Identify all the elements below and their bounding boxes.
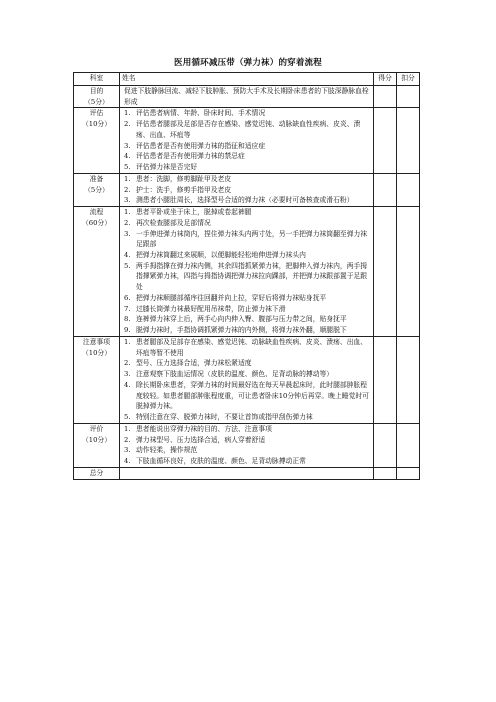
item-number: 2. [124,359,131,368]
section-label-cell [74,108,120,173]
item-number: 8. [124,315,131,324]
section-content-cell [120,336,374,423]
item-number: 3. [124,370,131,379]
section-item-list [122,207,371,336]
deduct-cell [397,173,420,206]
item-text: 测患者小腿肚周长，选择型号合适的弹力袜（必要时可备核查或滑石粉） [136,196,354,205]
list-item [122,229,371,250]
item-number: 5. [124,163,131,172]
item-text: 型号、压力选择合适，弹力袜松紧适度 [136,359,252,368]
section-content-cell [120,173,374,206]
item-number: 2. [124,185,131,194]
list-item [122,369,371,380]
section-score: （5分） [84,185,109,194]
deduct-cell [397,108,420,173]
list-item [122,412,371,423]
list-item [122,151,371,162]
section-item-list [122,424,371,467]
score-cell [374,86,397,108]
item-number: 1. [124,109,131,118]
item-number: 3. [124,229,131,238]
list-item [122,435,371,446]
list-item [122,250,371,261]
item-text: 过膝长筒弹力袜最好配用吊袜带，防止弹力袜下滑 [136,304,286,313]
item-number: 3. [124,446,131,455]
section-row [74,86,420,108]
item-text: 两手拇指撑在弹力袜内侧，其余四指抓紧弹力袜，把脚伸入弹力袜内，两手拇指撑紧弹力袜，四指与拇指协调把弹力袜拉向踝部，并把弹力袜跟部置于足跟处 [136,261,368,292]
section-label-cell [74,86,120,108]
section-item-list [122,174,371,206]
list-item [122,108,371,119]
section-item-list [122,108,371,172]
header-row [74,73,420,86]
total-content-cell [120,467,374,479]
score-cell [374,173,397,206]
item-text: 评估患者是否有使用弹力袜的禁忌症 [136,152,245,161]
item-text: 患者平卧或坐于床上，脱掉或卷起裤腿 [136,208,252,217]
table-body [74,73,420,480]
item-number: 9. [124,326,131,335]
item-number: 5. [124,413,131,422]
item-text: 下肢血循环良好，皮肤的温度、颜色、足背动脉搏动正常 [136,456,306,465]
total-row [74,467,420,479]
section-content-cell [120,86,374,108]
section-content-cell [120,108,374,173]
item-number: 4. [124,456,131,465]
deduct-cell [397,207,420,337]
item-number: 2. [124,435,131,444]
header-score: 得分 [374,73,397,86]
list-item [122,261,371,293]
item-number: 4. [124,251,131,260]
section-score: （10分） [81,435,112,444]
list-item [122,185,371,196]
total-label: 总分 [74,467,120,479]
item-text: 患者能说出穿弹力袜的目的、方法、注意事项 [136,424,272,433]
item-number: 1. [124,208,131,217]
section-name: 准备 [89,174,104,183]
item-text: 除长期卧床患者，穿弹力袜的时间最好选在每天早晨起床时，此时腿部肿胀程度较轻。如患者腿部肿胀程度重，可让患者卧床10分钟后再穿。晚上睡觉时可脱掉弹力袜。 [136,380,369,411]
section-name: 评估 [89,109,104,118]
item-text: 特别注意在穿、脱弹力袜时，不要让首饰或指甲刮伤弹力袜 [136,413,313,422]
section-label-cell [74,423,120,467]
list-item [122,174,371,185]
section-label-cell [74,207,120,337]
list-item [122,293,371,304]
section-score: （5分） [84,97,109,106]
item-text: 弹力袜型号、压力选择合适，病人穿着舒适 [136,435,266,444]
item-text: 评估弹力袜是否完好 [136,163,198,172]
list-item [122,445,371,456]
item-number: 3. [124,141,131,150]
item-number: 4. [124,152,131,161]
section-score: （10分） [81,348,112,357]
section-item-list [122,337,371,423]
item-number: 5. [124,261,131,270]
item-text: 一手伸进弹力袜筒内，捏住弹力袜头内两寸处，另一手把弹力袜筒翻至弹力袜足跟部 [136,229,368,249]
section-content-cell [120,423,374,467]
list-item [122,207,371,218]
item-number: 4. [124,380,131,389]
list-item [122,218,371,229]
item-text: 注意观察下肢血运情况（皮肤的温度、颜色、足背动脉的搏动等） [136,370,334,379]
list-item [122,380,371,412]
item-text: 连裤弹力袜穿上后，两手心向内伸入臀、腹部与压力带之间，贴身抚平 [136,315,347,324]
item-text: 护士：洗手，修剪手指甲及老皮 [136,185,232,194]
item-text: 动作轻柔，操作规范 [136,446,198,455]
item-text: 评估患者腿部及足部是否存在感染、感觉迟钝、动脉缺血性疾病、皮炎、溃疡、出血、坏疽等 [136,120,361,139]
section-name: 注意事项 [82,337,111,346]
section-text: 促进下肢静脉回流、减轻下肢肿胀、预防大手术及长期卧床患者的下肢深静脉血栓形成 [124,87,369,106]
list-item [122,119,371,140]
list-item [122,337,371,358]
item-number: 2. [124,218,131,227]
list-item [122,195,371,206]
list-item [122,304,371,315]
section-row [74,207,420,337]
section-row [74,423,420,467]
score-cell [374,423,397,467]
list-item [122,162,371,173]
score-cell [374,108,397,173]
section-score: （60分） [81,218,112,227]
list-item [122,141,371,152]
item-number: 2. [124,120,131,129]
item-text: 患者腿部及足部存在感染、感觉迟钝、动脉缺血性疾病、皮炎、溃疡、出血、坏疽等暂不使用 [136,337,368,357]
section-label-cell [74,173,120,206]
header-deduct: 扣分 [397,73,420,86]
total-deduct-cell [397,467,420,479]
section-label-cell [74,336,120,423]
section-row [74,336,420,423]
deduct-cell [397,423,420,467]
score-cell [374,336,397,423]
header-name: 姓名 [120,73,374,86]
item-number: 3. [124,196,131,205]
item-number: 6. [124,293,131,302]
item-number: 1. [124,424,131,433]
item-text: 把弹力袜筒翻过来展顺，以便脚能轻松地伸进弹力袜头内 [136,251,306,260]
section-row [74,173,420,206]
item-number: 7. [124,304,131,313]
section-name: 目的 [89,87,104,95]
section-name: 评价 [89,424,104,433]
item-text: 再次检查腿部及足部情况 [136,218,211,227]
deduct-cell [397,86,420,108]
deduct-cell [397,336,420,423]
section-score: （10分） [81,120,112,129]
section-row [74,108,420,173]
item-number: 1. [124,174,131,183]
section-content-cell [120,207,374,337]
list-item [122,325,371,336]
list-item [122,456,371,467]
list-item [122,314,371,325]
item-number: 1. [124,337,131,346]
procedure-table [73,72,420,480]
item-text: 脱弹力袜时，手指协调抓紧弹力袜的内外侧，将弹力袜外翻，顺腿脱下 [136,326,347,335]
item-text: 评估患者病情、年龄、卧床时间、手术情况 [136,109,266,118]
item-text: 患者：洗脚，修剪脚趾甲及老皮 [136,174,232,183]
document-title: 医用循环减压带（弹力袜）的穿着流程 [174,58,322,68]
section-name: 流程 [89,208,104,217]
total-score-cell [374,467,397,479]
list-item [122,424,371,435]
list-item [122,358,371,369]
item-text: 把弹力袜顺腿部循序往回翻并向上拉，穿好后将弹力袜贴身抚平 [136,293,327,302]
header-category: 科室 [74,73,120,86]
item-text: 评估患者是否有使用弹力袜的指征和适应症 [136,141,266,150]
score-cell [374,207,397,337]
